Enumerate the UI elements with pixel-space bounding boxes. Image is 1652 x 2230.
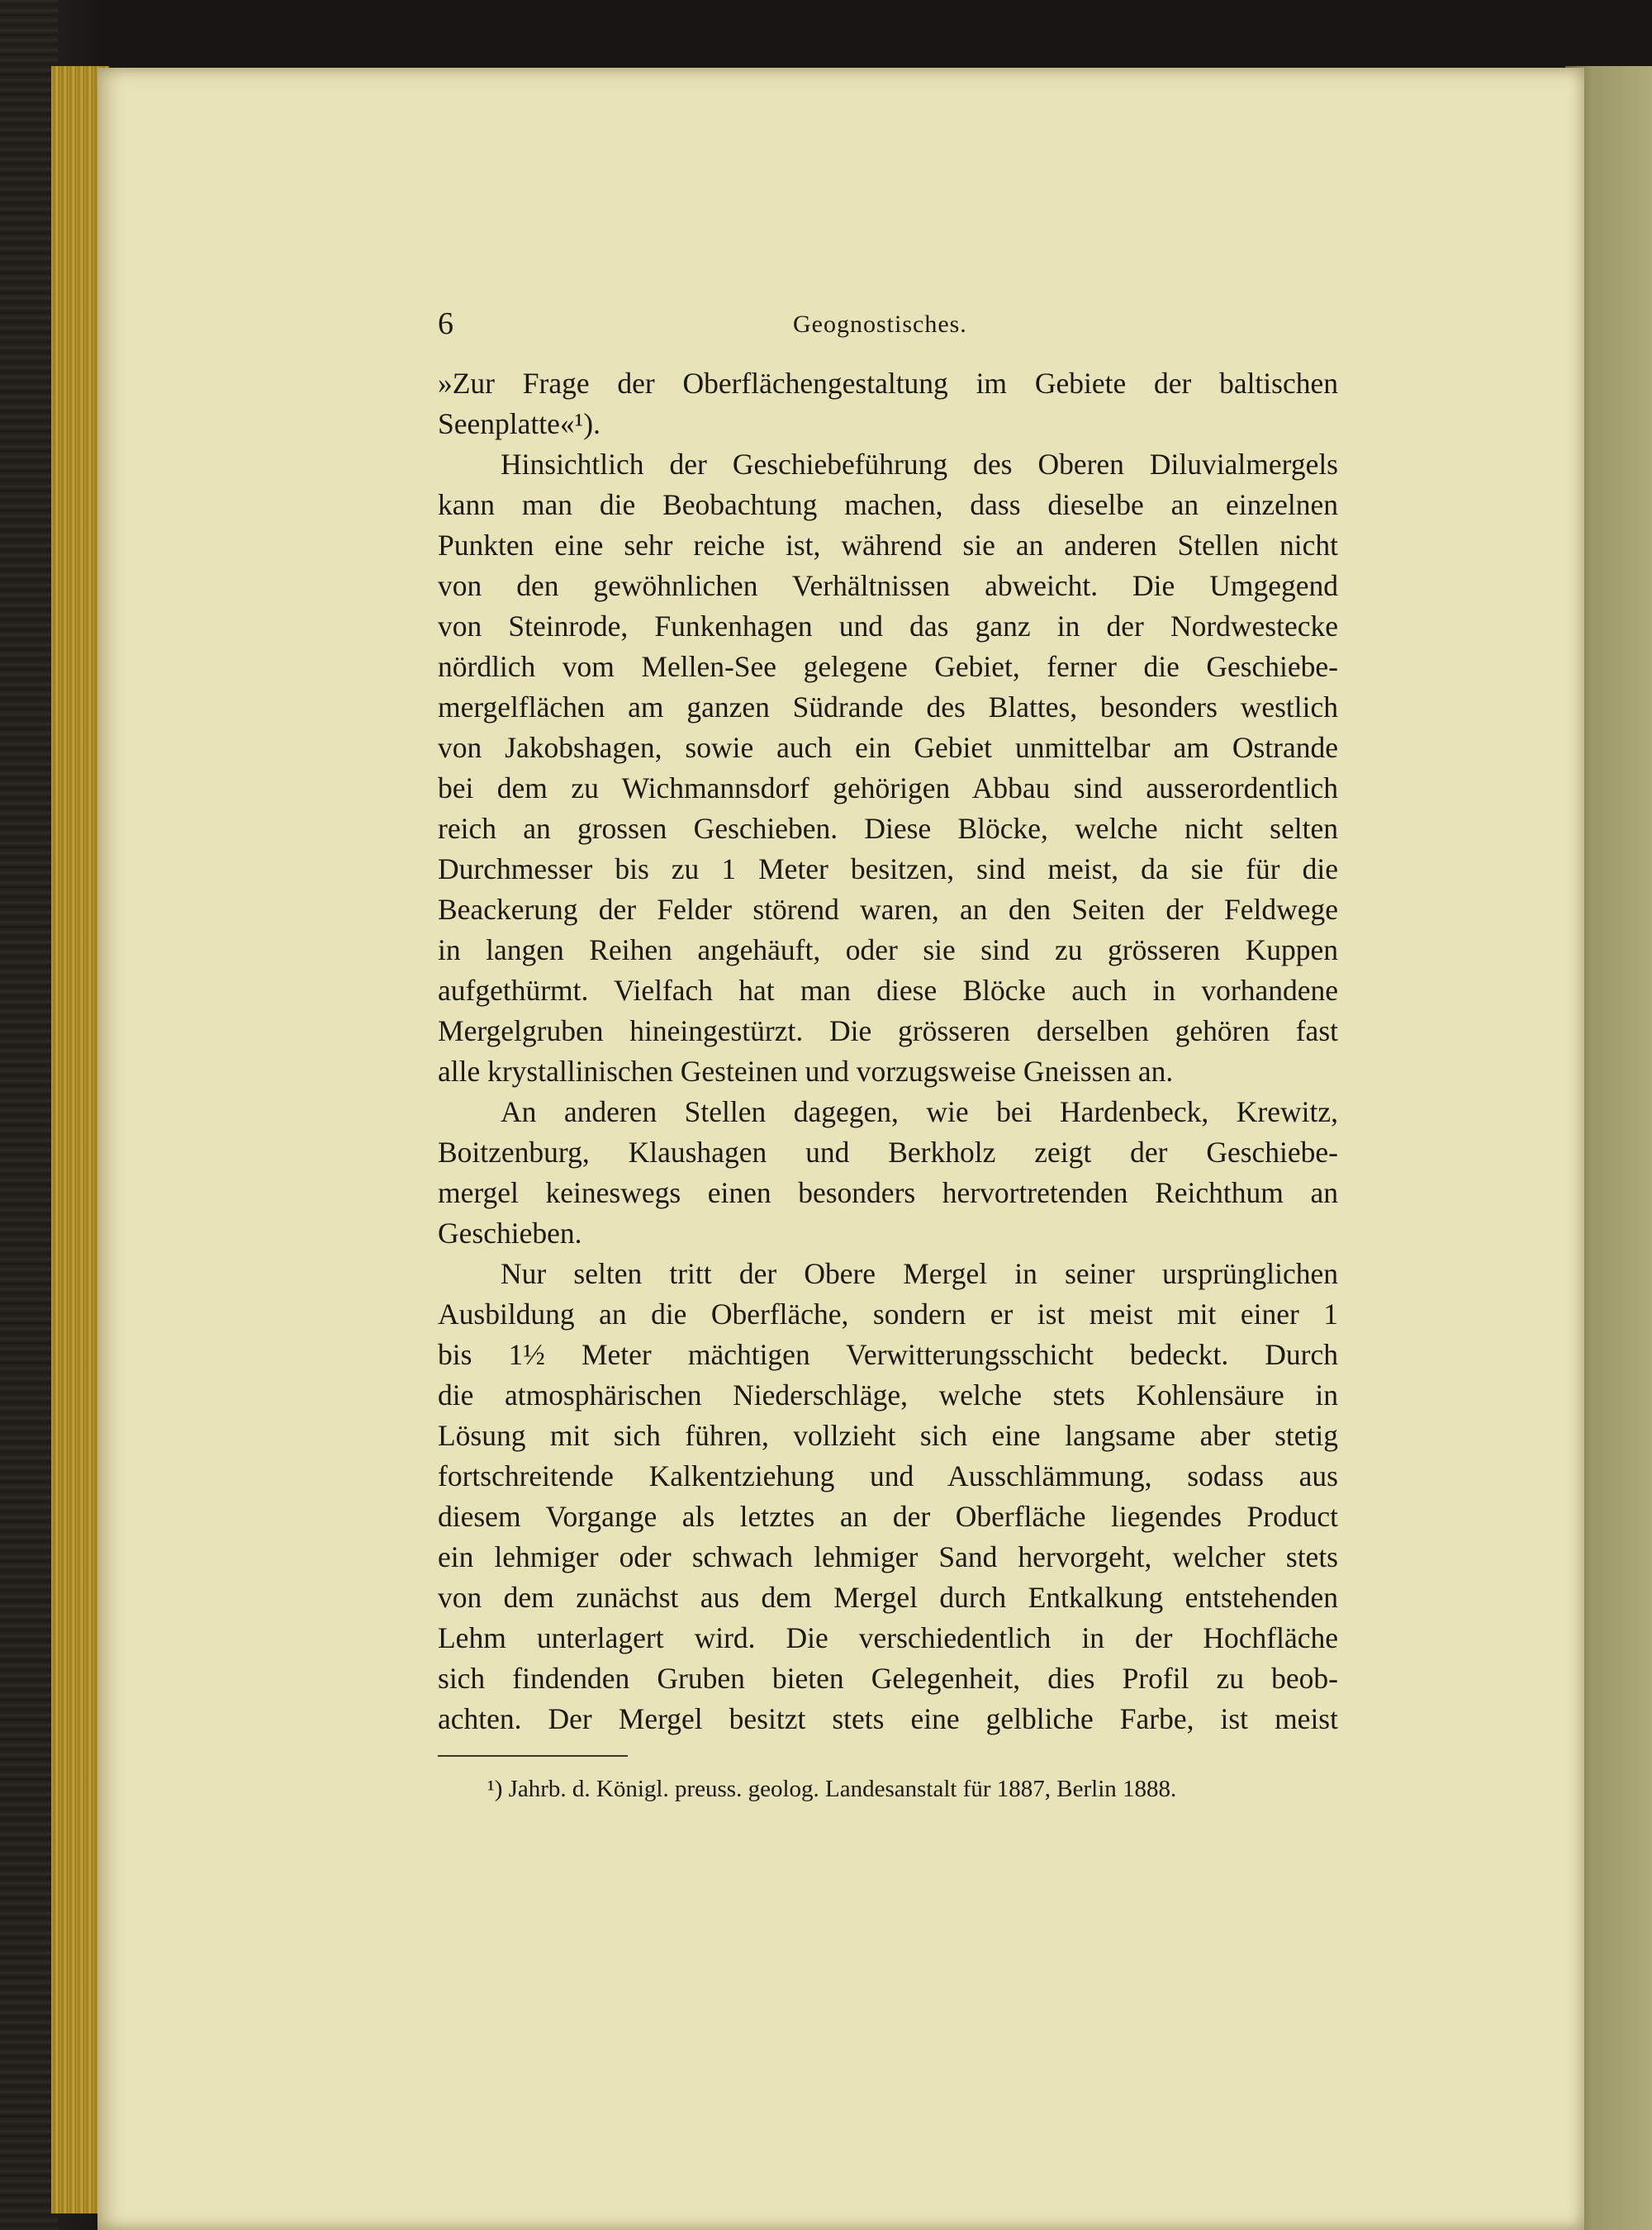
- text-line: fortschreitende Kalkentziehung und Ausschlämmung, sodass aus: [438, 1459, 1338, 1492]
- text-line: Durchmesser bis zu 1 Meter besitzen, sind meist, da sie für die: [438, 852, 1338, 885]
- footnote: ¹) Jahrb. d. Königl. preuss. geolog. Landesanstalt für 1887, Berlin 1888.: [487, 1776, 1177, 1802]
- text-line: An anderen Stellen dagegen, wie bei Hardenbeck, Krewitz,: [501, 1095, 1338, 1128]
- text-line: Punkten eine sehr reiche ist, während sie an anderen Stellen nicht: [438, 529, 1338, 562]
- text-line: die atmosphärischen Niederschläge, welche stets Kohlensäure in: [438, 1378, 1338, 1412]
- page-number: 6: [438, 306, 453, 341]
- text-line: sich findenden Gruben bieten Gelegenheit, dies Profil zu beob-: [438, 1662, 1338, 1695]
- text-line: von Jakobshagen, sowie auch ein Gebiet unmittelbar am Ostrande: [438, 731, 1338, 764]
- text-line: Boitzenburg, Klaushagen und Berkholz zeigt der Geschiebe-: [438, 1136, 1338, 1169]
- text-line: nördlich vom Mellen-See gelegene Gebiet, ferner die Geschiebe-: [438, 650, 1338, 683]
- text-line: diesem Vorgange als letztes an der Oberfläche liegendes Product: [438, 1500, 1338, 1533]
- page-header: [438, 306, 1346, 347]
- text-line: aufgethürmt. Vielfach hat man diese Blöcke auch in vorhandene: [438, 974, 1338, 1007]
- text-line: bei dem zu Wichmannsdorf gehörigen Abbau sind ausserordentlich: [438, 771, 1338, 804]
- text-line: Nur selten tritt der Obere Mergel in seiner ursprünglichen: [501, 1257, 1338, 1290]
- text-line: alle krystallinischen Gesteinen und vorzugsweise Gneissen an.: [438, 1055, 1174, 1088]
- text-line: »Zur Frage der Oberflächengestaltung im Gebiete der baltischen: [438, 367, 1338, 400]
- text-line: Ausbildung an die Oberfläche, sondern er ist meist mit einer 1: [438, 1298, 1338, 1331]
- text-line: bis 1½ Meter mächtigen Verwitterungsschicht bedeckt. Durch: [438, 1338, 1338, 1371]
- text-line: mergelflächen am ganzen Südrande des Blattes, besonders westlich: [438, 690, 1338, 724]
- text-line: Hinsichtlich der Geschiebeführung des Oberen Diluvialmergels: [501, 448, 1338, 481]
- text-line: mergel keineswegs einen besonders hervortretenden Reichthum an: [438, 1176, 1338, 1209]
- text-line: ein lehmiger oder schwach lehmiger Sand hervorgeht, welcher stets: [438, 1540, 1338, 1573]
- text-line: Lösung mit sich führen, vollzieht sich eine langsame aber stetig: [438, 1419, 1338, 1452]
- text-line: achten. Der Mergel besitzt stets eine gelbliche Farbe, ist meist: [438, 1702, 1338, 1735]
- running-head: Geognostisches.: [793, 311, 967, 338]
- text-line: von dem zunächst aus dem Mergel durch Entkalkung entstehenden: [438, 1581, 1338, 1614]
- text-line: kann man die Beobachtung machen, dass dieselbe an einzelnen: [438, 488, 1338, 521]
- text-line: Geschieben.: [438, 1217, 582, 1250]
- text-line: von den gewöhnlichen Verhältnissen abweicht. Die Umgegend: [438, 569, 1338, 602]
- text-line: Seenplatte«¹).: [438, 407, 601, 440]
- paragraph: [438, 1254, 1338, 1739]
- text-line: Beackerung der Felder störend waren, an den Seiten der Feldwege: [438, 893, 1338, 926]
- text-line: Mergelgruben hineingestürzt. Die grösseren derselben gehören fast: [438, 1014, 1338, 1047]
- footnote-rule: [438, 1755, 628, 1757]
- paragraph: [438, 444, 1338, 1092]
- text-line: von Steinrode, Funkenhagen und das ganz in der Nordwestecke: [438, 610, 1338, 643]
- paragraph: [438, 1092, 1338, 1254]
- text-line: reich an grossen Geschieben. Diese Blöcke, welche nicht selten: [438, 812, 1338, 845]
- text-line: Lehm unterlagert wird. Die verschiedentlich in der Hochfläche: [438, 1621, 1338, 1654]
- text-line: in langen Reihen angehäuft, oder sie sind zu grösseren Kuppen: [438, 933, 1338, 966]
- paragraph: [438, 363, 1338, 444]
- body-text: [438, 363, 1338, 1739]
- book-binding: [0, 0, 58, 2230]
